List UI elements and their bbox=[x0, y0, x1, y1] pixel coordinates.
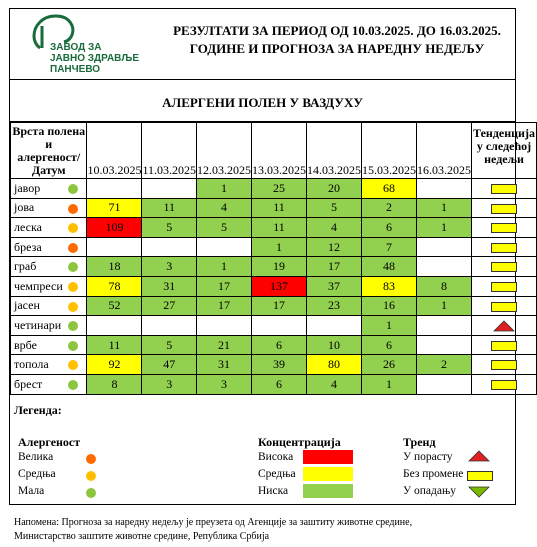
species-cell bbox=[11, 237, 87, 257]
date-header: 15.03.2025 bbox=[362, 123, 417, 179]
legend-concentration-medium: Средња bbox=[258, 468, 296, 480]
value-cell: 16 bbox=[362, 296, 417, 316]
medium-concentration-swatch bbox=[303, 467, 353, 481]
species-date-header bbox=[11, 123, 87, 179]
value-cell: 6 bbox=[362, 218, 417, 238]
table-row bbox=[11, 179, 537, 199]
trend-cell bbox=[472, 374, 537, 394]
value-cell: 1 bbox=[197, 257, 252, 277]
footnote-line-2: Министарство заштите животне средине, Република Србија bbox=[14, 531, 270, 542]
species-name: јова bbox=[14, 200, 35, 215]
legend-trend-up: У порасту bbox=[403, 451, 453, 463]
medium-allergen-dot-icon bbox=[86, 471, 96, 481]
value-cell: 11 bbox=[142, 198, 197, 218]
value-cell: 2 bbox=[417, 355, 472, 375]
value-cell: 17 bbox=[307, 257, 362, 277]
logo-line-1: ЗАВОД ЗА bbox=[50, 42, 102, 53]
value-cell: 8 bbox=[417, 276, 472, 296]
logo-line-3: ПАНЧЕВО bbox=[50, 64, 101, 75]
value-cell bbox=[87, 237, 142, 257]
section-title: АЛЕРГЕНИ ПОЛЕН У ВАЗДУХУ bbox=[162, 95, 363, 110]
allergenicity-dot-icon bbox=[68, 223, 78, 233]
species-cell bbox=[11, 198, 87, 218]
value-cell: 1 bbox=[417, 296, 472, 316]
value-cell: 92 bbox=[87, 355, 142, 375]
table-row bbox=[11, 218, 537, 238]
trend-same-icon bbox=[491, 223, 517, 233]
species-cell bbox=[11, 257, 87, 277]
report-title-line-1: РЕЗУЛТАТИ ЗА ПЕРИОД ОД 10.03.2025. ДО 16.03.2025. bbox=[173, 23, 501, 38]
species-name: леска bbox=[14, 219, 42, 234]
species-name: јавор bbox=[14, 180, 41, 195]
species-cell bbox=[11, 316, 87, 336]
value-cell: 1 bbox=[197, 179, 252, 199]
trend-cell bbox=[472, 179, 537, 199]
value-cell: 8 bbox=[87, 374, 142, 394]
allergenicity-dot-icon bbox=[68, 360, 78, 370]
species-name: бреза bbox=[14, 239, 42, 254]
value-cell: 5 bbox=[142, 218, 197, 238]
value-cell: 10 bbox=[307, 335, 362, 355]
value-cell: 71 bbox=[87, 198, 142, 218]
high-concentration-swatch bbox=[303, 450, 353, 464]
allergenicity-dot-icon bbox=[68, 321, 78, 331]
value-cell: 5 bbox=[197, 218, 252, 238]
value-cell: 1 bbox=[417, 218, 472, 238]
trend-header-line-2: у следећој bbox=[476, 139, 532, 153]
pollen-table bbox=[10, 122, 537, 395]
value-cell: 1 bbox=[362, 374, 417, 394]
value-cell bbox=[87, 179, 142, 199]
table-row bbox=[11, 198, 537, 218]
trend-header-line-1: Тенденција bbox=[473, 126, 535, 140]
value-cell: 6 bbox=[252, 335, 307, 355]
trend-header-line-3: недељи bbox=[484, 152, 524, 166]
species-name: топола bbox=[14, 357, 49, 372]
trend-same-icon bbox=[491, 262, 517, 272]
date-header: 11.03.2025 bbox=[142, 123, 197, 179]
species-cell bbox=[11, 355, 87, 375]
value-cell: 19 bbox=[252, 257, 307, 277]
footnote bbox=[14, 516, 412, 544]
value-cell: 11 bbox=[252, 218, 307, 238]
value-cell: 83 bbox=[362, 276, 417, 296]
value-cell: 109 bbox=[87, 218, 142, 238]
value-cell bbox=[417, 374, 472, 394]
legend-trend-down: У опадању bbox=[403, 485, 457, 497]
value-cell: 3 bbox=[142, 374, 197, 394]
value-cell: 5 bbox=[142, 335, 197, 355]
date-header: 12.03.2025 bbox=[197, 123, 252, 179]
date-header: 13.03.2025 bbox=[252, 123, 307, 179]
divider bbox=[9, 79, 516, 80]
value-cell: 1 bbox=[252, 237, 307, 257]
species-cell bbox=[11, 335, 87, 355]
high-allergen-dot-icon bbox=[86, 454, 96, 464]
value-cell: 37 bbox=[307, 276, 362, 296]
allergenicity-dot-icon bbox=[68, 341, 78, 351]
value-cell bbox=[142, 316, 197, 336]
table-row bbox=[11, 355, 537, 375]
species-name: брест bbox=[14, 376, 43, 391]
trend-up-arrow-icon bbox=[468, 450, 490, 462]
value-cell: 23 bbox=[307, 296, 362, 316]
trend-down-arrow-icon bbox=[468, 486, 490, 498]
value-cell bbox=[417, 237, 472, 257]
value-cell bbox=[87, 316, 142, 336]
allergenicity-dot-icon bbox=[68, 243, 78, 253]
allergenicity-dot-icon bbox=[68, 302, 78, 312]
value-cell: 17 bbox=[197, 296, 252, 316]
value-cell: 68 bbox=[362, 179, 417, 199]
table-row bbox=[11, 276, 537, 296]
trend-up-arrow-icon bbox=[493, 320, 515, 332]
table-row bbox=[11, 316, 537, 336]
value-cell: 3 bbox=[142, 257, 197, 277]
value-cell: 11 bbox=[87, 335, 142, 355]
report-title-line-2: ГОДИНЕ И ПРОГНОЗА ЗА НАРЕДНУ НЕДЕЉУ bbox=[189, 41, 485, 56]
species-name: врбе bbox=[14, 337, 37, 352]
trend-same-icon bbox=[491, 302, 517, 312]
value-cell: 4 bbox=[307, 374, 362, 394]
value-cell: 80 bbox=[307, 355, 362, 375]
species-cell bbox=[11, 276, 87, 296]
allergenicity-dot-icon bbox=[68, 380, 78, 390]
species-name: јасен bbox=[14, 298, 40, 313]
species-cell bbox=[11, 296, 87, 316]
legend-title: Легенда: bbox=[14, 403, 62, 417]
value-cell: 26 bbox=[362, 355, 417, 375]
legend-concentration-high: Висока bbox=[258, 451, 294, 463]
trend-cell bbox=[472, 316, 537, 336]
value-cell: 47 bbox=[142, 355, 197, 375]
table-row bbox=[11, 374, 537, 394]
low-concentration-swatch bbox=[303, 484, 353, 498]
trend-cell bbox=[472, 237, 537, 257]
allergenicity-dot-icon bbox=[68, 282, 78, 292]
legend-allergenicity-medium: Средња bbox=[18, 468, 56, 480]
value-cell: 20 bbox=[307, 179, 362, 199]
trend-cell bbox=[472, 335, 537, 355]
footnote-line-1: Напомена: Прогноза за наредну недељу је преузета од Агенције за заштиту животне средине, bbox=[14, 517, 413, 528]
table-row bbox=[11, 335, 537, 355]
value-cell: 25 bbox=[252, 179, 307, 199]
allergenicity-dot-icon bbox=[68, 262, 78, 272]
value-cell: 6 bbox=[252, 374, 307, 394]
trend-same-icon bbox=[491, 243, 517, 253]
value-cell bbox=[142, 179, 197, 199]
trend-same-icon bbox=[491, 341, 517, 351]
species-name: граб bbox=[14, 259, 37, 274]
trend-same-icon bbox=[491, 184, 517, 194]
value-cell: 4 bbox=[307, 218, 362, 238]
date-header: 14.03.2025 bbox=[307, 123, 362, 179]
trend-cell bbox=[472, 296, 537, 316]
trend-same-icon bbox=[491, 360, 517, 370]
table-row bbox=[11, 237, 537, 257]
value-cell: 137 bbox=[252, 276, 307, 296]
allergenicity-dot-icon bbox=[68, 204, 78, 214]
species-cell bbox=[11, 374, 87, 394]
value-cell bbox=[142, 237, 197, 257]
value-cell: 27 bbox=[142, 296, 197, 316]
value-cell bbox=[252, 316, 307, 336]
value-cell: 4 bbox=[197, 198, 252, 218]
value-cell: 1 bbox=[362, 316, 417, 336]
value-cell: 52 bbox=[87, 296, 142, 316]
pollen-table-body bbox=[11, 179, 537, 395]
legend-allergenicity-low: Мала bbox=[18, 485, 45, 497]
value-cell: 21 bbox=[197, 335, 252, 355]
value-cell: 1 bbox=[417, 198, 472, 218]
trend-same-icon bbox=[491, 282, 517, 292]
low-allergen-dot-icon bbox=[86, 488, 96, 498]
value-cell: 39 bbox=[252, 355, 307, 375]
legend-trend-same: Без промене bbox=[403, 468, 464, 480]
trend-cell bbox=[472, 276, 537, 296]
value-cell: 3 bbox=[197, 374, 252, 394]
species-name: четинари bbox=[14, 317, 62, 332]
trend-same-icon bbox=[491, 380, 517, 390]
species-name: чемпреси bbox=[14, 278, 63, 293]
header-left-line-1: Врста полена и bbox=[12, 123, 86, 151]
value-cell: 17 bbox=[197, 276, 252, 296]
institute-logo bbox=[18, 12, 158, 78]
report-title bbox=[160, 22, 514, 58]
date-header: 10.03.2025 bbox=[87, 123, 142, 179]
species-cell bbox=[11, 218, 87, 238]
value-cell: 6 bbox=[362, 335, 417, 355]
value-cell: 31 bbox=[197, 355, 252, 375]
logo-line-2: ЈАВНО ЗДРАВЉЕ bbox=[50, 53, 140, 64]
value-cell bbox=[307, 316, 362, 336]
trend-same-icon bbox=[467, 471, 493, 481]
value-cell: 2 bbox=[362, 198, 417, 218]
value-cell bbox=[417, 257, 472, 277]
value-cell bbox=[417, 179, 472, 199]
trend-same-icon bbox=[491, 204, 517, 214]
trend-header bbox=[472, 123, 537, 179]
value-cell: 17 bbox=[252, 296, 307, 316]
legend-concentration-low: Ниска bbox=[258, 485, 289, 497]
header-left-line-2: алергеност/ bbox=[17, 149, 81, 164]
value-cell: 12 bbox=[307, 237, 362, 257]
trend-cell bbox=[472, 198, 537, 218]
table-row bbox=[11, 257, 537, 277]
value-cell: 18 bbox=[87, 257, 142, 277]
value-cell bbox=[197, 237, 252, 257]
value-cell: 5 bbox=[307, 198, 362, 218]
trend-cell bbox=[472, 355, 537, 375]
table-row bbox=[11, 296, 537, 316]
value-cell: 7 bbox=[362, 237, 417, 257]
value-cell: 11 bbox=[252, 198, 307, 218]
header-left-line-3: Датум bbox=[31, 162, 66, 177]
value-cell: 48 bbox=[362, 257, 417, 277]
value-cell bbox=[417, 316, 472, 336]
trend-cell bbox=[472, 218, 537, 238]
legend-trend-heading: Тренд bbox=[403, 435, 436, 449]
legend-concentration-heading: Концентрација bbox=[258, 435, 341, 449]
value-cell bbox=[417, 335, 472, 355]
date-header: 16.03.2025 bbox=[417, 123, 472, 179]
value-cell: 78 bbox=[87, 276, 142, 296]
value-cell bbox=[197, 316, 252, 336]
legend-allergenicity-high: Велика bbox=[18, 451, 54, 463]
value-cell: 31 bbox=[142, 276, 197, 296]
allergenicity-dot-icon bbox=[68, 184, 78, 194]
logo-text bbox=[50, 42, 139, 75]
species-cell bbox=[11, 179, 87, 199]
legend-allergenicity-heading: Алергеност bbox=[18, 435, 81, 449]
trend-cell bbox=[472, 257, 537, 277]
